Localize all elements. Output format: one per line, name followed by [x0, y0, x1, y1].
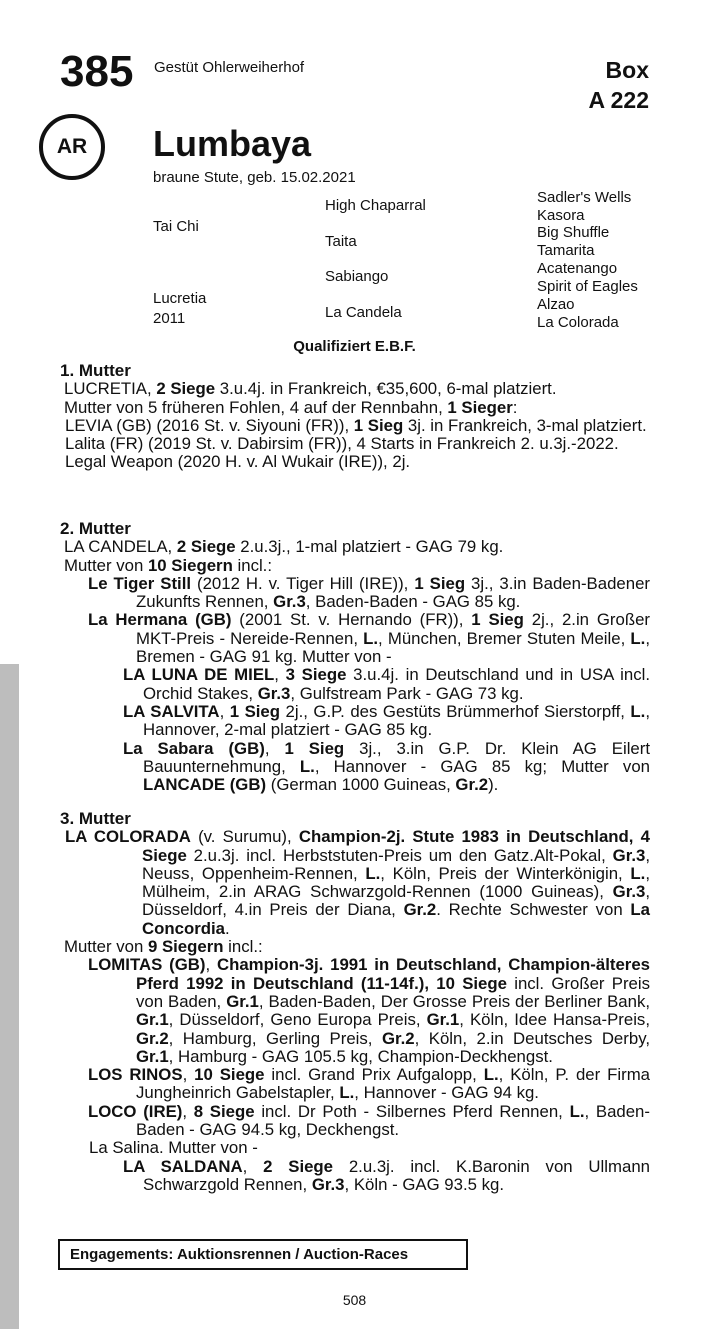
- pedigree-dam-year: 2011: [153, 310, 186, 327]
- pedigree-great-grandparent: Alzao: [537, 296, 575, 313]
- section-second-dam: [60, 520, 650, 794]
- produce-entry: La Hermana (GB) (2001 St. v. Hernando (FR)), 1 Sieg 2j., 2.in Großer MKT-Preis - Nereide-Rennen, L., München, Bremer Stuten Meile, L., Bremen - GAG 91 kg. Mutter von -: [88, 610, 651, 667]
- box-info: [588, 55, 649, 115]
- page-number: 508: [342, 1292, 367, 1308]
- section-heading: 1. Mutter: [60, 361, 131, 380]
- dam-summary: LUCRETIA, 2 Siege 3.u.4j. in Frankreich, €35,600, 6-mal platziert.: [64, 379, 557, 399]
- produce-summary: Mutter von 9 Siegern incl.:: [64, 937, 263, 957]
- produce-entry: LOMITAS (GB), Champion-3j. 1991 in Deutschland, Champion-älteres Pferd 1992 in Deutschland (11-14f.), 10 Siege incl. Großer Preis von Baden, Gr.1, Baden-Baden, Der Grosse Preis der Berliner Bank, Gr.1, Düsseldorf, Geno Europa Preis, Gr.1, Köln, Idee Hansa-Preis, Gr.2, Hamburg, Gerling Preis, Gr.2, Köln, 2.in Deutsches Derby, Gr.1, Hamburg - GAG 105.5 kg, Champion-Deckhengst.: [88, 955, 650, 1066]
- produce-summary: Mutter von 10 Siegern incl.:: [64, 555, 273, 575]
- pedigree-great-grandparent: Acatenango: [537, 260, 618, 277]
- produce-entry: Le Tiger Still (2012 H. v. Tiger Hill (IRE)), 1 Sieg 3j., 3.in Baden-Badener Zukunfts Rennen, Gr.3, Baden-Baden - GAG 85 kg.: [88, 573, 650, 612]
- pedigree-sire: Tai Chi: [153, 218, 199, 235]
- box-number: A 222: [588, 87, 649, 113]
- engagements-box: Engagements: Auktionsrennen / Auction-Races: [58, 1239, 468, 1270]
- pedigree-grandparent: La Candela: [325, 304, 402, 321]
- section-third-dam: [60, 810, 650, 1194]
- produce-entry: Legal Weapon (2020 H. v. Al Wukair (IRE)), 2j.: [65, 452, 411, 472]
- pedigree-great-grandparent: Tamarita: [537, 242, 595, 259]
- dam-summary: LA COLORADA (v. Surumu), Champion-2j. Stute 1983 in Deutschland, 4 Siege 2.u.3j. incl. Herbststuten-Preis um den Gatz.Alt-Pokal, Gr.3, Neuss, Oppenheim-Rennen, L., Köln, Preis der Winterkönigin, L., Mülheim, 2.in ARAG Schwarzgold-Rennen (1000 Guineas), Gr.3, Düsseldorf, 4.in Preis der Diana, Gr.2. Rechte Schwester von La Concordia.: [65, 827, 650, 938]
- pedigree-grandparent: Sabiango: [325, 268, 389, 285]
- produce-entry: La Sabara (GB), 1 Sieg 3j., 3.in G.P. Dr. Klein AG Eilert Bauunternehmung, L., Hannover - GAG 85 kg; Mutter von LANCADE (GB) (German 1000 Guineas, Gr.2).: [123, 738, 651, 795]
- section-heading: 3. Mutter: [60, 809, 131, 828]
- horse-name: Lumbaya: [153, 123, 312, 164]
- produce-entry: LOS RINOS, 10 Siege incl. Grand Prix Aufgalopp, L., Köln, P. der Firma Jungheinrich Gabelstapler, L., Hannover - GAG 94 kg.: [88, 1065, 651, 1103]
- section-first-dam: [60, 362, 650, 472]
- produce-entry: La Salina. Mutter von -: [89, 1138, 258, 1158]
- ar-badge: AR: [39, 114, 105, 180]
- pedigree-great-grandparent: Spirit of Eagles: [537, 278, 638, 295]
- pedigree-dam: Lucretia: [153, 290, 207, 307]
- qualification-note: Qualifiziert E.B.F.: [293, 338, 416, 355]
- pedigree-grandparent: High Chaparral: [325, 197, 426, 214]
- breeder-name: Gestüt Ohlerweiherhof: [154, 59, 305, 76]
- produce-entry: Lalita (FR) (2019 St. v. Dabirsim (FR)), 4 Starts in Frankreich 2. u.3j.-2022.: [65, 434, 619, 454]
- produce-entry: LA SALVITA, 1 Sieg 2j., G.P. des Gestüts Brümmerhof Sierstorpff, L., Hannover, 2-mal platziert - GAG 85 kg.: [123, 701, 650, 740]
- pedigree-great-grandparent: Big Shuffle: [537, 224, 610, 241]
- dam-summary: LA CANDELA, 2 Siege 2.u.3j., 1-mal platziert - GAG 79 kg.: [64, 537, 504, 557]
- produce-entry: LEVIA (GB) (2016 St. v. Siyouni (FR)), 1 Sieg 3j. in Frankreich, 3-mal platziert.: [65, 415, 647, 435]
- pedigree-great-grandparent: Kasora: [537, 207, 585, 224]
- page-edge-tab: [0, 664, 19, 1329]
- produce-entry: LOCO (IRE), 8 Siege incl. Dr Poth - Silbernes Pferd Rennen, L., Baden-Baden - GAG 94.5 kg, Deckhengst.: [88, 1101, 650, 1140]
- pedigree-great-grandparent: La Colorada: [537, 314, 619, 331]
- section-heading: 2. Mutter: [60, 519, 131, 538]
- produce-entry: LA SALDANA, 2 Siege 2.u.3j. incl. K.Baronin von Ullmann Schwarzgold Rennen, Gr.3, Köln - GAG 93.5 kg.: [123, 1156, 650, 1194]
- produce-summary: Mutter von 5 früheren Fohlen, 4 auf der Rennbahn, 1 Sieger:: [64, 397, 518, 417]
- lot-number: 385: [60, 47, 134, 96]
- produce-entry: LA LUNA DE MIEL, 3 Siege 3.u.4j. in Deutschland und in USA incl. Orchid Stakes, Gr.3, Gulfstream Park - GAG 73 kg.: [123, 665, 650, 703]
- pedigree-grandparent: Taita: [325, 233, 357, 250]
- pedigree-great-grandparent: Sadler's Wells: [537, 189, 632, 206]
- box-label: Box: [605, 57, 649, 83]
- horse-description: braune Stute, geb. 15.02.2021: [153, 169, 356, 186]
